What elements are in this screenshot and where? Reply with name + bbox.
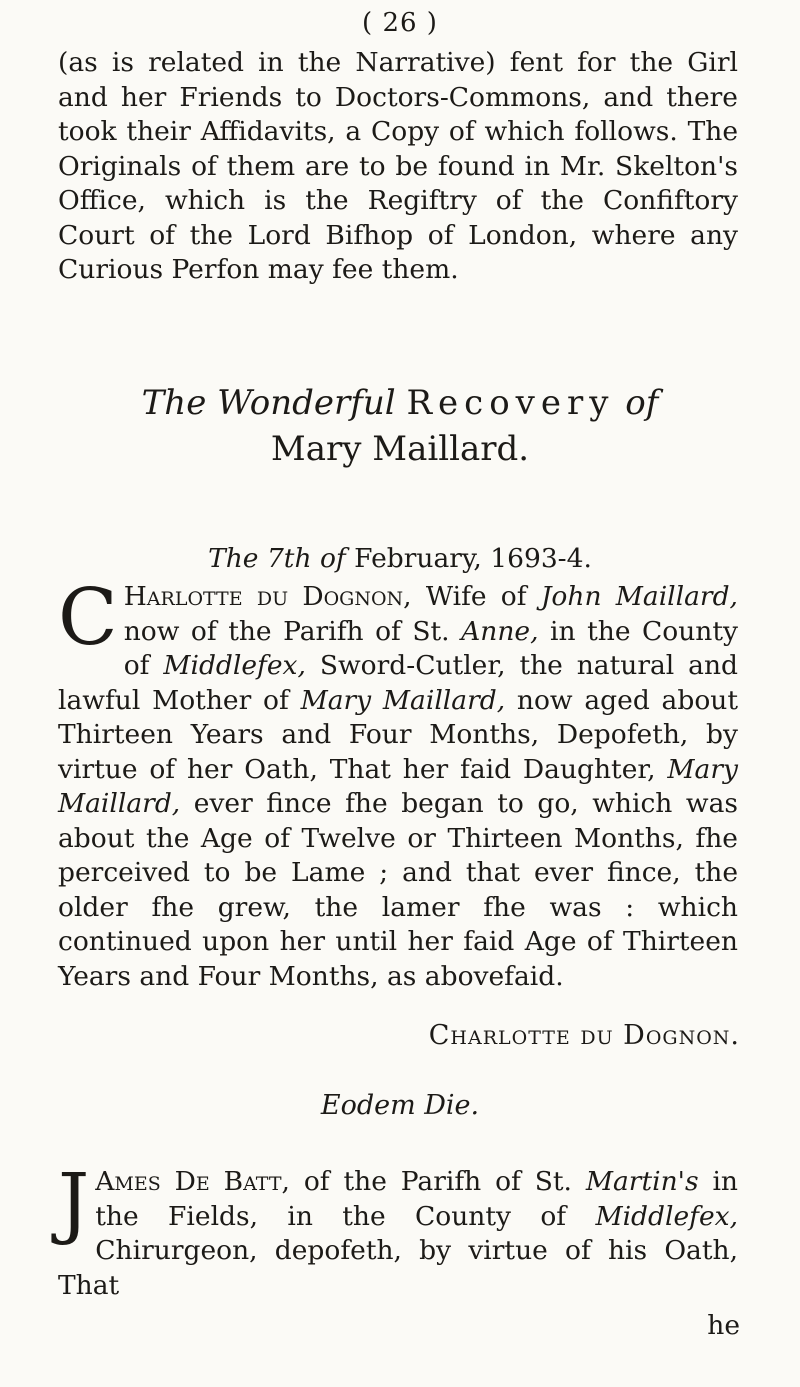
page-number: ( 26 ) [362,8,438,38]
title-recovery: Recovery [406,383,615,423]
catchword: he [707,1310,740,1341]
deposition-charlotte: C Harlotte du Dognon, Wife of John Maillard, now of the Parifh of St. Anne, in the County of Middlefex, Sword-Cutler, the natural and lawful Mother of Mary Maillard, now aged about Thirteen Years and Four Months, Depofeth, by virtue of her Oath, That her faid Daughter, Mary Maillard, ever fince fhe began to go, which was about the Age of Twelve or Thirteen Months, fhe perceived to be Lame ; and that ever fince, the older fhe grew, the lamer fhe was : which continued upon her until her faid Age of Thirteen Years and Four Months, as abovefaid. [58,573,739,992]
drop-cap: C [58,573,118,663]
title-of: of [625,383,659,423]
title-wonderful: Wonderful [217,383,396,423]
drop-cap: J [58,1158,90,1248]
title-name: Mary Maillard. [270,429,530,469]
eodem-die: Eodem Die. [320,1090,480,1121]
deposition-james: J Ames De Batt, of the Parifh of St. Martin's in the Fields, in the County of Middlefex, Chirurgeon, depofeth, by virtue of his Oath, That [58,1158,738,1301]
signature-charlotte: Charlotte du Dognon. [428,1020,740,1051]
date-line: The 7th of February, 1693-4. [208,543,592,574]
intro-paragraph: (as is related in the Narrative) fent for the Girl and her Friends to Doctors-Commons, and there took their Affidavits, a Copy of which follows. The Originals of them are to be found in Mr. Skelton's Office, which is the Regiftry of the Confiftory Court of the Lord Bifhop of London, where any Curious Perfon may fee them. [58,47,738,285]
title-the: The [141,383,207,423]
section-title [0,380,800,472]
